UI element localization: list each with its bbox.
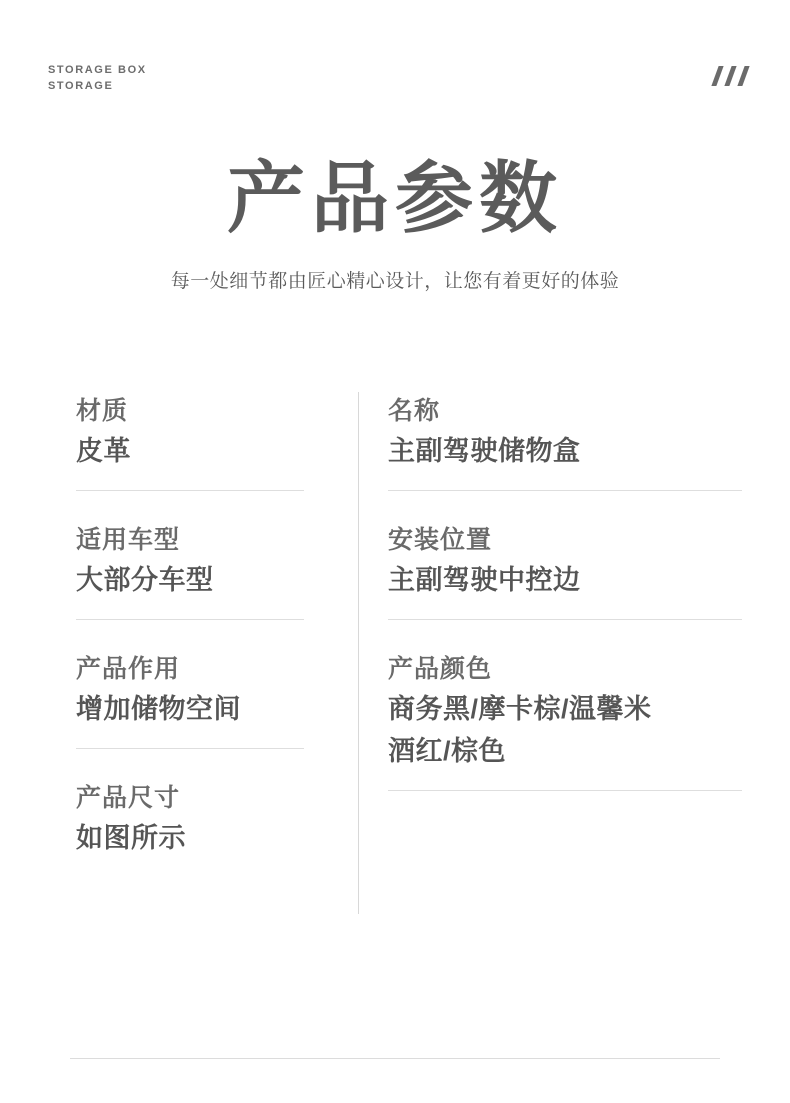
- spec-label: 名称: [388, 397, 441, 425]
- brand-line-1: STORAGE BOX: [48, 64, 147, 76]
- spec-label: 产品作用: [76, 655, 181, 683]
- slashes-decoration-icon: [704, 66, 746, 86]
- spec-item-install-position: [388, 521, 742, 620]
- spec-item-color: [388, 650, 742, 791]
- spec-label: 适用车型: [76, 526, 181, 554]
- spec-value: 主副驾驶中控边: [388, 565, 581, 595]
- spec-value: 主副驾驶储物盒: [388, 436, 581, 466]
- spec-label: 材质: [76, 397, 129, 425]
- spec-item-material: [76, 392, 304, 491]
- page-subtitle: 每一处细节都由匠心精心设计，让您有着更好的体验: [170, 271, 620, 292]
- spec-value: 增加储物空间: [76, 694, 241, 724]
- page-title: 产品参数: [226, 154, 563, 242]
- spec-label: 安装位置: [388, 526, 493, 554]
- brand-logo: [48, 62, 147, 94]
- bottom-divider: [70, 1058, 720, 1059]
- spec-column-left: [76, 392, 304, 907]
- spec-value: 如图所示: [76, 823, 186, 853]
- spec-value-line-1: 商务黑/摩卡棕/温馨米: [388, 694, 652, 724]
- spec-item-function: [76, 650, 304, 749]
- spec-value: 皮革: [76, 436, 131, 466]
- spec-value-multiline: [388, 688, 742, 772]
- column-divider: [358, 392, 359, 914]
- spec-item-vehicle-fit: [76, 521, 304, 620]
- page-header: [0, 62, 790, 102]
- spec-label: 产品尺寸: [76, 784, 181, 812]
- spec-value: 大部分车型: [76, 565, 214, 595]
- spec-label: 产品颜色: [388, 655, 493, 683]
- spec-column-right: [388, 392, 742, 821]
- spec-table: [48, 392, 742, 1032]
- spec-item-name: [388, 392, 742, 491]
- spec-value-line-2: 酒红/棕色: [388, 736, 507, 766]
- title-block: [0, 150, 790, 296]
- brand-line-2: STORAGE: [48, 80, 114, 92]
- spec-item-size: [76, 779, 304, 877]
